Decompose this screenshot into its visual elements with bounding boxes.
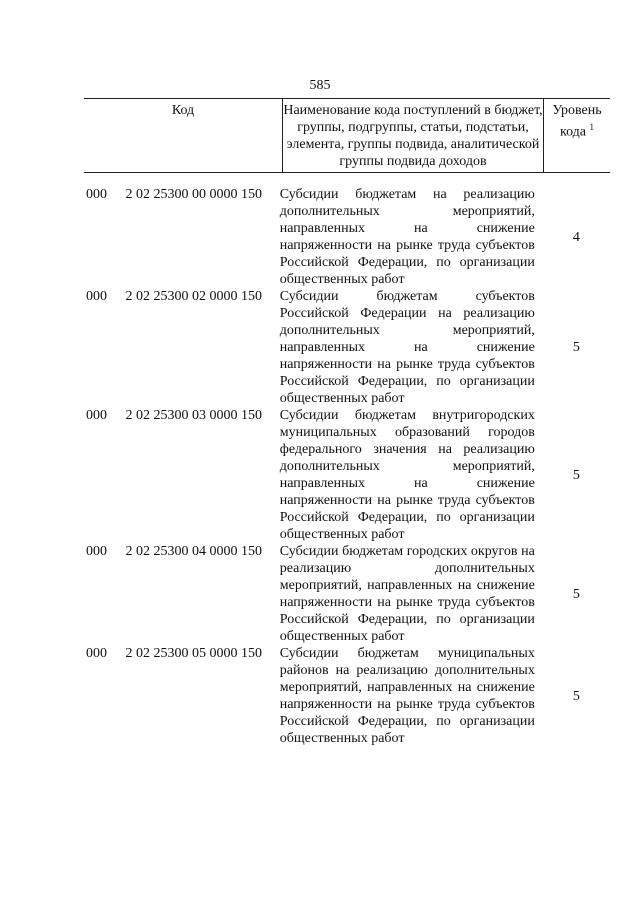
table-row — [86, 288, 612, 407]
row-admin-code: 000 — [86, 544, 107, 559]
row-name: Субсидии бюджетам городских округов на реализацию дополнительных мероприятий, направленных на снижение напряженности на рынке труда субъектов Российской Федерации, по организации общественных работ — [279, 544, 535, 644]
row-name: Субсидии бюджетам внутригородских муниципальных образований городов федерального значения на реализацию дополнительных мероприятий, направленных на снижение напряженности на рынке труда субъектов Российской Федерации, по организации общественных работ — [279, 408, 535, 542]
row-income-code: 2 02 25300 05 0000 150 — [125, 646, 263, 661]
header-name: Наименование кода поступлений в бюджет, группы, подгруппы, статьи, подстатьи, элемента, группы подвида, аналитической группы подвида доходов — [283, 99, 544, 172]
row-level: 4 — [572, 229, 580, 245]
table-row — [86, 543, 612, 645]
table-row — [86, 407, 612, 543]
row-level: 5 — [572, 340, 580, 355]
table-header — [84, 98, 610, 173]
table-body — [86, 186, 612, 747]
header-code: Код — [84, 99, 283, 172]
row-income-code: 2 02 25300 04 0000 150 — [125, 544, 263, 559]
page-number: 585 — [309, 78, 331, 93]
row-income-code: 2 02 25300 02 0000 150 — [125, 289, 263, 304]
header-level — [544, 99, 610, 172]
table-row — [86, 645, 612, 747]
row-name: Субсидии бюджетам субъектов Российской Федерации на реализацию дополнительных мероприятий, направленных на снижение напряженности на рынке труда субъектов Российской Федерации, по организации общественных работ — [279, 289, 535, 406]
row-name: Субсидии бюджетам муниципальных районов на реализацию дополнительных мероприятий, направленных на снижение напряженности на рынке труда субъектов Российской Федерации, по организации общественных работ — [279, 646, 535, 746]
row-income-code: 2 02 25300 03 0000 150 — [125, 408, 263, 423]
row-admin-code: 000 — [86, 289, 107, 304]
row-admin-code: 000 — [86, 408, 107, 423]
row-level: 5 — [572, 688, 580, 704]
row-level: 5 — [572, 467, 580, 483]
row-name: Субсидии бюджетам на реализацию дополнительных мероприятий, направленных на снижение напряженности на рынке труда субъектов Российской Федерации, по организации общественных работ — [279, 187, 535, 287]
table-row — [86, 186, 612, 288]
header-level-label: Уровень кода — [552, 103, 602, 140]
header-level-footnote: 1 — [589, 122, 595, 132]
row-level: 5 — [572, 586, 580, 602]
row-admin-code: 000 — [86, 187, 107, 202]
row-income-code: 2 02 25300 00 0000 150 — [125, 187, 263, 202]
row-admin-code: 000 — [86, 646, 107, 661]
